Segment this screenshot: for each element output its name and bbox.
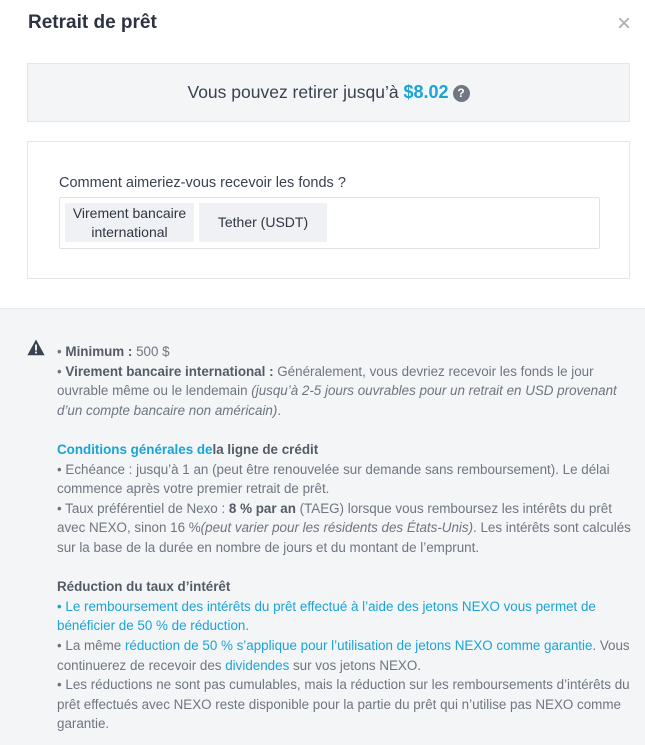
reduction-collateral-line: • La même réduction de 50 % s’applique pour l’utilisation de jetons NEXO comme garantie. Vous continuerez de recevoir des dividendes sur vos jetons NEXO. bbox=[57, 637, 630, 673]
modal-title: Retrait de prêt bbox=[28, 12, 157, 33]
dividends-link[interactable]: dividendes bbox=[225, 657, 290, 673]
withdraw-method-question: Comment aimeriez-vous recevoir les fonds ? bbox=[59, 175, 346, 191]
terms-heading: Conditions générales dela ligne de crédit bbox=[57, 441, 319, 457]
info-panel bbox=[0, 308, 645, 745]
minimum-line: • Minimum : 500 $ bbox=[57, 344, 170, 359]
close-icon[interactable]: × bbox=[616, 10, 631, 37]
withdraw-limit-value: $8.02 bbox=[403, 82, 449, 102]
withdraw-limit-box bbox=[27, 63, 630, 122]
help-icon[interactable]: ? bbox=[453, 85, 470, 102]
option-bank-wire[interactable]: Virement bancaire international bbox=[65, 203, 194, 242]
warning-icon bbox=[27, 339, 45, 356]
withdraw-method-card bbox=[27, 141, 630, 279]
collateral-reduction-link[interactable]: réduction de 50 % s’applique pour l’utilisation de jetons NEXO comme garantie bbox=[124, 637, 593, 653]
maturity-line: • Echéance : jusqu’à 1 an (peut être renouvelée sur demande sans remboursement). Le délai commence après votre premier retrait de prêt. bbox=[57, 461, 610, 497]
withdraw-method-options bbox=[59, 197, 600, 249]
wire-transfer-note: • Virement bancaire international : Généralement, vous devriez recevoir les fonds le jour ouvrable même ou le lendemain (jusqu’à 2-5 jours ouvrables pour un retrait en USD provenant d’un compte bancaire non américain). bbox=[57, 363, 617, 418]
reduction-heading: Réduction du taux d’intérêt bbox=[57, 579, 231, 595]
option-tether-usdt[interactable]: Tether (USDT) bbox=[199, 203, 327, 242]
info-text bbox=[57, 342, 632, 734]
withdraw-limit-text: Vous pouvez retirer jusqu’à bbox=[187, 82, 404, 102]
reduction-link-nexo-interest[interactable]: • Le remboursement des intérêts du prêt effectué à l’aide des jetons NEXO vous permet de bénéficier de 50 % de réduction. bbox=[57, 598, 596, 634]
reduction-note: • Les réductions ne sont pas cumulables, mais la réduction sur les remboursements d’intérêts du prêt effectués avec NEXO reste disponible pour la partie du prêt qui n’utilise pas NEXO comme garantie. bbox=[57, 677, 630, 732]
terms-link[interactable]: Conditions générales de bbox=[57, 441, 213, 457]
modal-header bbox=[0, 0, 645, 62]
withdraw-limit-line bbox=[28, 64, 629, 121]
rate-line: • Taux préférentiel de Nexo : 8 % par an (TAEG) lorsque vous remboursez les intérêts du prêt avec NEXO, sinon 16 %(peut varier pour les résidents des États-Unis). Les intérêts sont calculés sur la base de la durée en nombre de jours et du montant de l’emprunt. bbox=[57, 500, 631, 555]
